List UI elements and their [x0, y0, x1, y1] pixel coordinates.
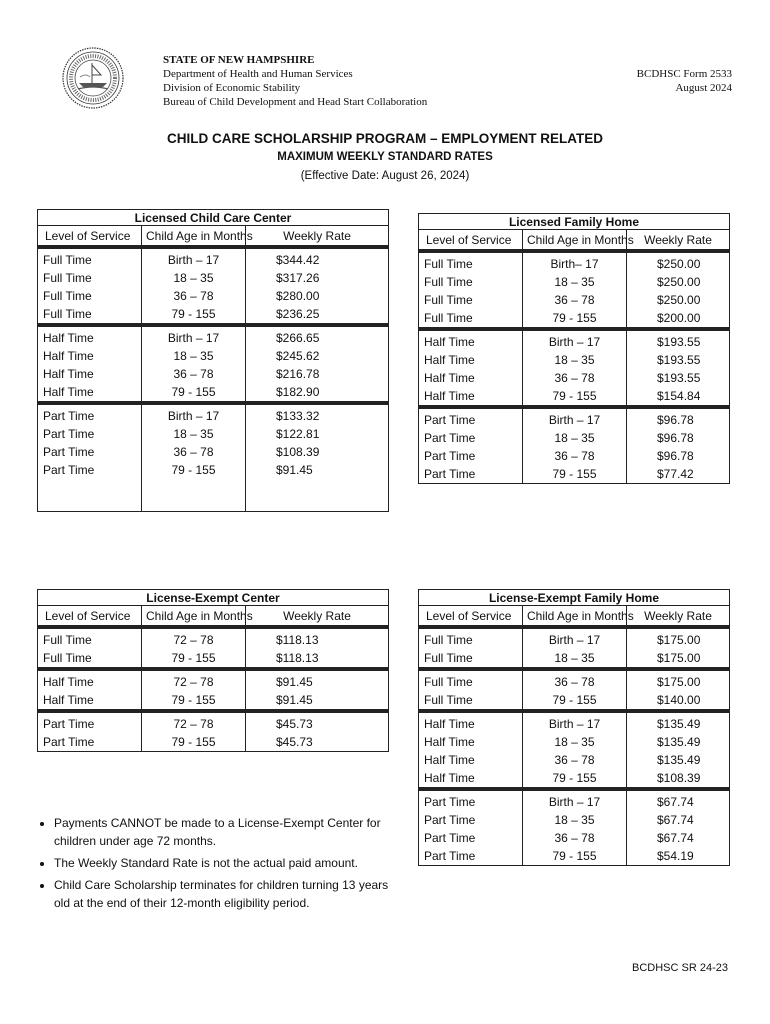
level-cell: Full Time [419, 669, 523, 691]
licensed-family-home-table [418, 213, 730, 484]
notes-list [36, 814, 404, 916]
table-row [38, 649, 389, 669]
rate-cell: $91.45 [246, 461, 389, 479]
age-cell: 36 – 78 [523, 447, 627, 465]
level-cell: Part Time [38, 403, 142, 425]
table-row [419, 751, 730, 769]
column-header-rate: Weekly Rate [627, 230, 730, 252]
table-title: Licensed Family Home [419, 214, 730, 230]
age-cell: 79 - 155 [523, 387, 627, 407]
rate-cell: $175.00 [627, 649, 730, 669]
age-cell: Birth – 17 [142, 403, 246, 425]
level-cell: Part Time [38, 733, 142, 752]
age-cell: 36 – 78 [523, 751, 627, 769]
table-row [419, 627, 730, 649]
rate-cell: $135.49 [627, 711, 730, 733]
department-name: Department of Health and Human Services [163, 68, 353, 80]
rate-cell: $182.90 [246, 383, 389, 403]
rate-cell: $77.42 [627, 465, 730, 484]
table-row [419, 251, 730, 273]
level-cell: Full Time [38, 287, 142, 305]
state-seal-logo [62, 47, 124, 109]
table-row [38, 443, 389, 461]
column-header-rate: Weekly Rate [627, 606, 730, 628]
column-header-age: Child Age in Months [142, 226, 246, 248]
column-header-age: Child Age in Months [523, 606, 627, 628]
rate-cell: $250.00 [627, 251, 730, 273]
age-cell: 79 - 155 [142, 691, 246, 711]
level-cell: Full Time [38, 247, 142, 269]
level-cell: Part Time [419, 407, 523, 429]
age-cell: 18 – 35 [523, 273, 627, 291]
rate-cell: $200.00 [627, 309, 730, 329]
level-cell: Full Time [419, 291, 523, 309]
form-reference [637, 67, 732, 95]
level-cell: Half Time [419, 369, 523, 387]
level-cell: Part Time [419, 811, 523, 829]
table-row [38, 247, 389, 269]
agency-header [163, 53, 427, 109]
rate-cell: $280.00 [246, 287, 389, 305]
table-row [38, 347, 389, 365]
table-title: License-Exempt Family Home [419, 590, 730, 606]
age-cell: 36 – 78 [523, 291, 627, 309]
age-cell: 36 – 78 [142, 287, 246, 305]
age-cell: 79 - 155 [142, 733, 246, 752]
level-cell: Part Time [419, 847, 523, 866]
table-row [419, 447, 730, 465]
age-cell: Birth – 17 [523, 329, 627, 351]
license-exempt-center-table [37, 589, 389, 752]
column-header-level: Level of Service [419, 606, 523, 628]
age-cell: 18 – 35 [523, 733, 627, 751]
column-header-level: Level of Service [419, 230, 523, 252]
level-cell: Part Time [419, 465, 523, 484]
level-cell: Half Time [419, 329, 523, 351]
note-item: • Child Care Scholarship terminates for children turning 13 years old at the end of their 12-month eligibility period. [54, 876, 404, 912]
rate-cell: $91.45 [246, 669, 389, 691]
level-cell: Part Time [419, 447, 523, 465]
age-cell: 79 - 155 [523, 309, 627, 329]
license-exempt-family-home-table [418, 589, 730, 866]
table-row [38, 425, 389, 443]
table-row [38, 669, 389, 691]
rate-cell: $122.81 [246, 425, 389, 443]
age-cell: 79 - 155 [523, 769, 627, 789]
rate-cell: $140.00 [627, 691, 730, 711]
age-cell: Birth– 17 [523, 251, 627, 273]
rate-cell: $193.55 [627, 369, 730, 387]
age-cell: 36 – 78 [523, 369, 627, 387]
rate-cell: $67.74 [627, 789, 730, 811]
rate-cell: $67.74 [627, 829, 730, 847]
table-row [419, 847, 730, 866]
age-cell: Birth – 17 [523, 711, 627, 733]
age-cell: 72 – 78 [142, 669, 246, 691]
form-date: August 2024 [675, 82, 732, 94]
level-cell: Half Time [38, 691, 142, 711]
column-header-age: Child Age in Months [523, 230, 627, 252]
rate-cell: $154.84 [627, 387, 730, 407]
level-cell: Full Time [419, 309, 523, 329]
bureau-name: Bureau of Child Development and Head Start Collaboration [163, 96, 428, 108]
table-row [419, 465, 730, 484]
rate-cell: $236.25 [246, 305, 389, 325]
rate-cell: $193.55 [627, 329, 730, 351]
column-header-level: Level of Service [38, 606, 142, 628]
level-cell: Half Time [38, 669, 142, 691]
age-cell: Birth – 17 [142, 325, 246, 347]
age-cell: 79 - 155 [142, 461, 246, 479]
footer-code: BCDHSC SR 24-23 [632, 962, 728, 974]
age-cell: 79 - 155 [523, 691, 627, 711]
table-row [419, 407, 730, 429]
level-cell: Part Time [38, 711, 142, 733]
rate-cell: $67.74 [627, 811, 730, 829]
age-cell: 36 – 78 [142, 443, 246, 461]
age-cell: 18 – 35 [523, 429, 627, 447]
level-cell: Full Time [38, 627, 142, 649]
age-cell: 18 – 35 [523, 811, 627, 829]
table-row [419, 273, 730, 291]
level-cell: Part Time [419, 829, 523, 847]
column-header-age: Child Age in Months [142, 606, 246, 628]
level-cell: Half Time [419, 387, 523, 407]
table-row [419, 649, 730, 669]
table-row [38, 733, 389, 752]
rate-cell: $96.78 [627, 447, 730, 465]
table-row [419, 351, 730, 369]
level-cell: Half Time [419, 769, 523, 789]
form-number: BCDHSC Form 2533 [636, 68, 732, 80]
age-cell: 18 – 35 [142, 347, 246, 365]
rate-cell: $45.73 [246, 711, 389, 733]
rate-cell: $216.78 [246, 365, 389, 383]
age-cell: 18 – 35 [142, 425, 246, 443]
table-row [38, 461, 389, 479]
table-row [38, 325, 389, 347]
table-title: Licensed Child Care Center [38, 210, 389, 226]
age-cell: Birth – 17 [523, 627, 627, 649]
document-title: CHILD CARE SCHOLARSHIP PROGRAM – EMPLOYMENT RELATED [166, 131, 604, 146]
level-cell: Full Time [419, 627, 523, 649]
level-cell: Full Time [38, 269, 142, 287]
age-cell: 36 – 78 [523, 669, 627, 691]
age-cell: 72 – 78 [142, 711, 246, 733]
empty-cell [38, 479, 142, 511]
empty-cell [246, 479, 389, 511]
table-row [419, 769, 730, 789]
table-row [419, 789, 730, 811]
table-row [419, 711, 730, 733]
table-row [38, 691, 389, 711]
age-cell: 18 – 35 [523, 351, 627, 369]
table-row [38, 403, 389, 425]
table-row [419, 369, 730, 387]
level-cell: Half Time [38, 347, 142, 365]
table-row [419, 387, 730, 407]
level-cell: Half Time [419, 733, 523, 751]
rate-cell: $245.62 [246, 347, 389, 365]
filler-row [38, 479, 389, 511]
table-row [38, 269, 389, 287]
rate-cell: $54.19 [627, 847, 730, 866]
age-cell: 18 – 35 [142, 269, 246, 287]
table-row [38, 711, 389, 733]
note-item: • The Weekly Standard Rate is not the actual paid amount. [54, 854, 404, 872]
table-row [419, 691, 730, 711]
table-row [419, 291, 730, 309]
level-cell: Full Time [38, 305, 142, 325]
rate-cell: $175.00 [627, 627, 730, 649]
level-cell: Full Time [38, 649, 142, 669]
rate-cell: $317.26 [246, 269, 389, 287]
empty-cell [142, 479, 246, 511]
age-cell: 79 - 155 [523, 465, 627, 484]
age-cell: 18 – 35 [523, 649, 627, 669]
level-cell: Half Time [419, 711, 523, 733]
level-cell: Part Time [38, 425, 142, 443]
rate-cell: $108.39 [627, 769, 730, 789]
note-item: • Payments CANNOT be made to a License-Exempt Center for children under age 72 months. [54, 814, 404, 850]
rate-cell: $96.78 [627, 407, 730, 429]
age-cell: 72 – 78 [142, 627, 246, 649]
effective-date: (Effective Date: August 26, 2024) [300, 170, 470, 182]
table-title: License-Exempt Center [38, 590, 389, 606]
table-row [419, 829, 730, 847]
level-cell: Part Time [38, 461, 142, 479]
table-row [38, 305, 389, 325]
age-cell: Birth – 17 [142, 247, 246, 269]
level-cell: Full Time [419, 251, 523, 273]
table-row [38, 383, 389, 403]
rate-cell: $45.73 [246, 733, 389, 752]
age-cell: 79 - 155 [142, 305, 246, 325]
table-row [38, 365, 389, 383]
table-row [419, 429, 730, 447]
rate-cell: $135.49 [627, 733, 730, 751]
level-cell: Part Time [419, 789, 523, 811]
age-cell: 79 - 155 [142, 383, 246, 403]
rate-cell: $344.42 [246, 247, 389, 269]
level-cell: Half Time [38, 325, 142, 347]
rate-cell: $193.55 [627, 351, 730, 369]
table-row [38, 627, 389, 649]
level-cell: Part Time [419, 429, 523, 447]
rate-cell: $250.00 [627, 273, 730, 291]
rate-cell: $118.13 [246, 649, 389, 669]
level-cell: Half Time [419, 751, 523, 769]
age-cell: 79 - 155 [142, 649, 246, 669]
column-header-rate: Weekly Rate [246, 226, 389, 248]
age-cell: Birth – 17 [523, 789, 627, 811]
level-cell: Half Time [419, 351, 523, 369]
column-header-rate: Weekly Rate [246, 606, 389, 628]
table-row [419, 309, 730, 329]
level-cell: Half Time [38, 383, 142, 403]
rate-cell: $175.00 [627, 669, 730, 691]
level-cell: Half Time [38, 365, 142, 383]
table-row [419, 669, 730, 691]
licensed-child-care-center-table [37, 209, 389, 512]
document-subtitle: MAXIMUM WEEKLY STANDARD RATES [277, 151, 493, 163]
table-row [419, 329, 730, 351]
rate-cell: $133.32 [246, 403, 389, 425]
rate-cell: $91.45 [246, 691, 389, 711]
level-cell: Full Time [419, 273, 523, 291]
column-header-level: Level of Service [38, 226, 142, 248]
level-cell: Full Time [419, 649, 523, 669]
age-cell: 79 - 155 [523, 847, 627, 866]
table-row [419, 811, 730, 829]
rate-cell: $135.49 [627, 751, 730, 769]
level-cell: Full Time [419, 691, 523, 711]
age-cell: 36 – 78 [523, 829, 627, 847]
rate-cell: $266.65 [246, 325, 389, 347]
table-row [38, 287, 389, 305]
age-cell: Birth – 17 [523, 407, 627, 429]
division-name: Division of Economic Stability [163, 82, 301, 94]
rate-cell: $118.13 [246, 627, 389, 649]
age-cell: 36 – 78 [142, 365, 246, 383]
state-name: STATE OF NEW HAMPSHIRE [163, 54, 315, 66]
rate-cell: $96.78 [627, 429, 730, 447]
rate-cell: $108.39 [246, 443, 389, 461]
table-row [419, 733, 730, 751]
level-cell: Part Time [38, 443, 142, 461]
rate-cell: $250.00 [627, 291, 730, 309]
